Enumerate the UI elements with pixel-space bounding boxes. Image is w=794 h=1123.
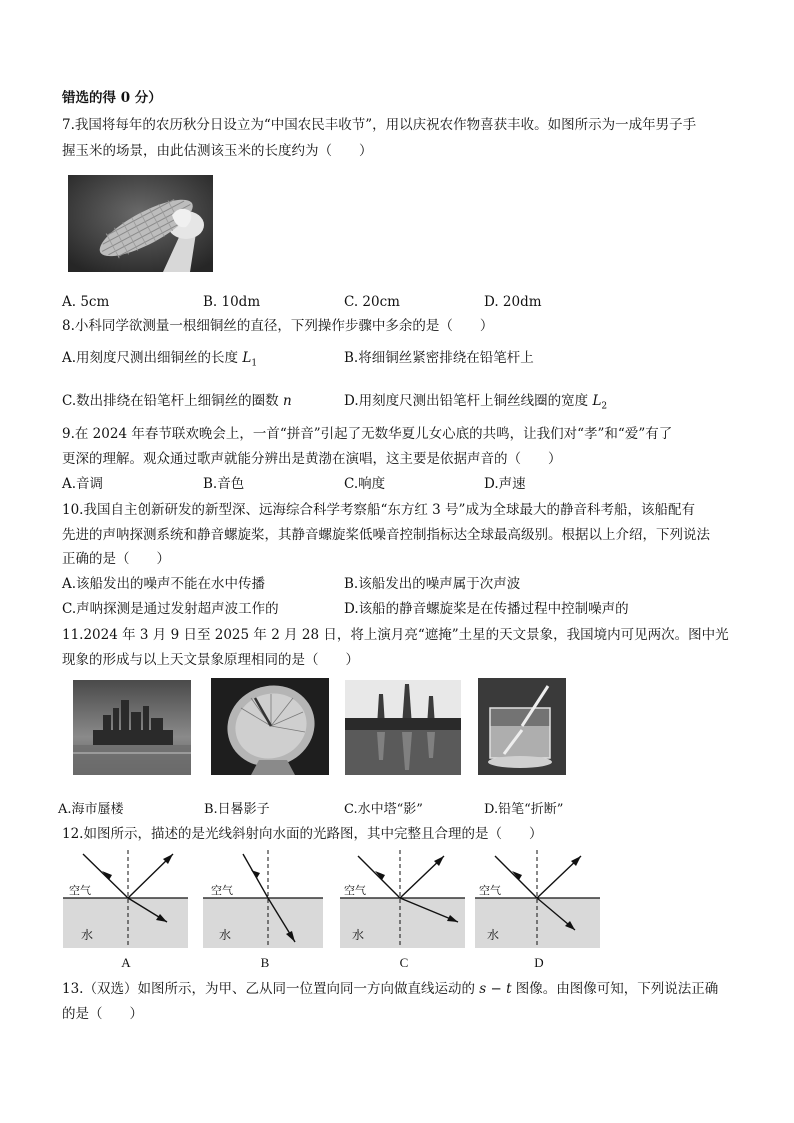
q12-label-a: A xyxy=(121,955,131,970)
q11-caption-d: D.铅笔“折断” xyxy=(484,802,564,817)
q10-stem-line1: 10.我国自主创新研发的新型深、远海综合科学考察船“东方红 3 号”成为全球最大的静音科考船，该船配有 xyxy=(62,502,695,518)
q7-stem-line1: 7.我国将每年的农历秋分日设立为“中国农民丰收节”，用以庆祝农作物喜获丰收。如图所示为一成年男子手 xyxy=(62,117,697,133)
q8-var-l: L xyxy=(242,350,252,366)
q9-option-a: A.音调 xyxy=(62,476,104,492)
q9-option-c: C.响度 xyxy=(344,476,386,492)
q8-var-n: n xyxy=(282,393,292,409)
q9-option-d: D.声速 xyxy=(484,476,526,492)
q13-stem-text-b: 图像。由图像可知，下列说法正确 xyxy=(511,981,719,997)
mirage-photo xyxy=(73,680,191,775)
light-path-diagram-c xyxy=(340,850,465,948)
q10-option-c: C.声呐探测是通过发射超声波工作的 xyxy=(62,601,279,617)
q11-caption-a: A.海市蜃楼 xyxy=(58,802,124,817)
diagram-d-air-label: 空气 xyxy=(479,884,501,897)
q8-var-l-sub: 1 xyxy=(251,358,258,369)
q7-option-d: D. 20dm xyxy=(484,294,542,310)
q7-option-b: B. 10dm xyxy=(203,294,261,310)
q8-option-d-text: D.用刻度尺测出铅笔杆上铜丝线圈的宽度 xyxy=(344,393,593,409)
q11-caption-b: B.日晷影子 xyxy=(204,802,270,817)
tower-reflection-photo xyxy=(345,680,461,775)
diagram-c-water-label: 水 xyxy=(352,928,365,942)
q12-label-d: D xyxy=(534,955,544,970)
diagram-b-air-label: 空气 xyxy=(211,884,233,897)
q12-label-c: C xyxy=(399,955,409,970)
diagram-b-water-label: 水 xyxy=(219,928,232,942)
q13-st-var: s − t xyxy=(479,981,512,997)
q7-stem-line2: 握玉米的场景，由此估测该玉米的长度约为（ ） xyxy=(62,143,373,159)
q8-option-b: B.将细铜丝紧密排绕在铅笔杆上 xyxy=(344,350,534,366)
q10-option-a: A.该船发出的噪声不能在水中传播 xyxy=(62,576,266,592)
q13-stem-text-a: 13.（双选）如图所示，为甲、乙从同一位置向同一方向做直线运动的 xyxy=(62,981,480,997)
q8-option-c-text: C.数出排绕在铅笔杆上细铜丝的圈数 xyxy=(62,393,283,409)
corn-hand-photo xyxy=(68,175,213,272)
q8-option-a-text: A.用刻度尺测出细铜丝的长度 xyxy=(62,350,243,366)
q7-option-c: C. 20cm xyxy=(344,294,400,310)
light-path-diagram-a xyxy=(63,850,188,948)
q8-var-l2: L xyxy=(592,393,602,409)
q8-option-c xyxy=(62,391,292,411)
q13-stem-line2: 的是（ ） xyxy=(62,1006,143,1022)
q8-option-d xyxy=(344,391,607,417)
diagram-a-water-label: 水 xyxy=(81,928,94,942)
q8-var-l2-sub: 2 xyxy=(601,401,608,412)
diagram-a-air-label: 空气 xyxy=(69,884,91,897)
q10-stem-line2: 先进的声呐探测系统和静音螺旋桨，其静音螺旋桨低噪音控制指标达全球最高级别。根据以上介绍，下列说法 xyxy=(62,527,710,543)
light-path-diagram-d xyxy=(475,850,600,948)
sundial-photo xyxy=(211,678,329,775)
light-path-diagram-b xyxy=(203,850,323,948)
q10-option-b: B.该船发出的噪声属于次声波 xyxy=(344,576,521,592)
diagram-c-air-label: 空气 xyxy=(344,884,366,897)
q13-stem-line1 xyxy=(62,979,742,999)
q7-option-a: A. 5cm xyxy=(62,294,110,310)
pencil-in-water-photo xyxy=(478,678,566,775)
q11-caption-c: C.水中塔“影” xyxy=(344,802,423,817)
q12-stem: 12.如图所示，描述的是光线斜射向水面的光路图，其中完整且合理的是（ ） xyxy=(62,826,543,842)
q10-option-d: D.该船的静音螺旋桨是在传播过程中控制噪声的 xyxy=(344,601,629,617)
q11-stem-line1: 11.2024 年 3 月 9 日至 2025 年 2 月 28 日，将上演月亮“遮掩”土星的天文景象，我国境内可见两次。图中光 xyxy=(62,627,729,643)
q10-stem-line3: 正确的是（ ） xyxy=(62,551,170,567)
q8-option-a xyxy=(62,348,257,374)
q8-stem: 8.小科同学欲测量一根细铜丝的直径，下列操作步骤中多余的是（ ） xyxy=(62,318,494,334)
q12-label-b: B xyxy=(260,955,270,970)
diagram-d-water-label: 水 xyxy=(487,928,500,942)
q9-stem-line2: 更深的理解。观众通过歌声就能分辨出是黄渤在演唱，这主要是依据声音的（ ） xyxy=(62,451,562,467)
q11-stem-line2: 现象的形成与以上天文景象原理相同的是（ ） xyxy=(62,652,359,668)
q9-stem-line1: 9.在 2024 年春节联欢晚会上，一首“拼音”引起了无数华夏儿女心底的共鸣，让我们对“孝”和“爱”有了 xyxy=(62,426,673,442)
q9-option-b: B.音色 xyxy=(203,476,245,492)
section-header: 错选的得 0 分） xyxy=(62,90,162,106)
